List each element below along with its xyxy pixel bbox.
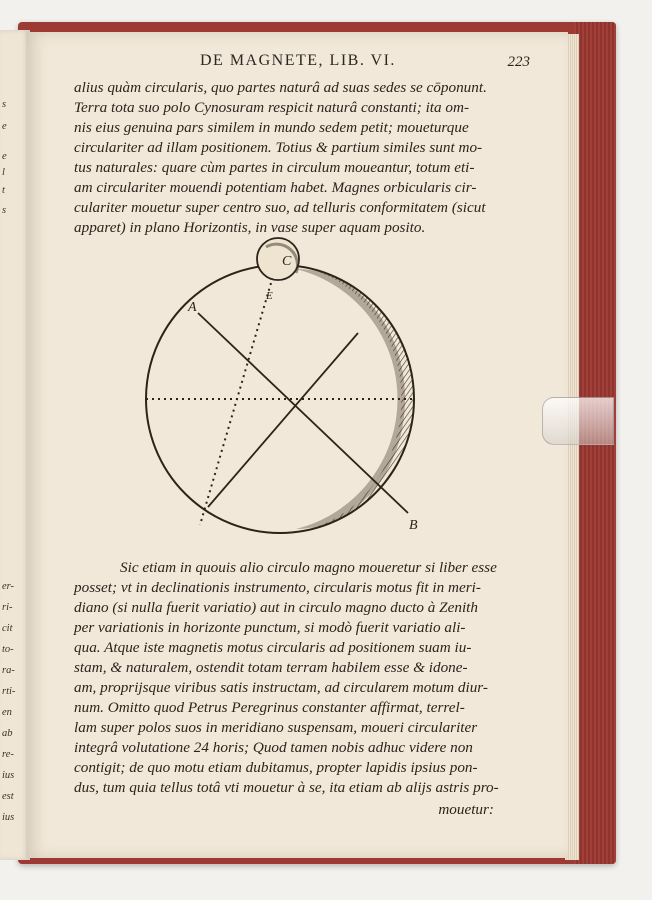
page-clip: [542, 397, 614, 445]
left-page-fragment: re-: [2, 749, 14, 760]
figure-label-c: C: [282, 254, 292, 269]
left-page-fragment: to-: [2, 644, 14, 655]
left-page-fragment: e: [2, 121, 7, 132]
text-line: integrâ volutatione 24 horis; Quod tamen nobis adhuc videre non: [74, 739, 473, 756]
left-page-fragment: ius: [2, 812, 15, 823]
text-line: circulariter ad illam positionem. Totius & partium similes sunt mo-: [74, 139, 483, 156]
text-line: am, proprijsque viribus satis instructam, ad circularem motum diur-: [74, 679, 488, 696]
text-line: culariter mouetur super centro suo, ad telluris conformitatem (sicut: [74, 199, 486, 216]
text-line: per variationis in horizonte punctum, si modò fuerit variatio ali-: [74, 619, 466, 636]
text-line: tus naturales: quare cùm partes in circulum moueantur, totum eti-: [74, 159, 475, 176]
text-line: am circulariter mouendi potentiam habet. Magnes orbicularis cir-: [74, 179, 477, 196]
text-line: num. Omitto quod Petrus Peregrinus constanter affirmat, terrel-: [74, 699, 465, 716]
left-page-fragment: est: [2, 791, 14, 802]
left-page-fragment: ius: [2, 770, 15, 781]
text-line: dus, tum quia tellus totâ vti mouetur à se, ita etiam ab alijs astris pro-: [74, 779, 499, 796]
left-page-fragment: cit: [2, 623, 13, 634]
text-line: contigit; de quo motu etiam dubitamus, propter lapidis ipsius pon-: [74, 759, 478, 776]
text-line: Sic etiam in quouis alio circulo magno moueretur si liber esse: [120, 559, 497, 576]
text-line: stam, & naturalem, ostendit totam terram habilem esse & idone-: [74, 659, 468, 676]
text-line: apparet) in plano Horizontis, in vase super aquam posito.: [74, 219, 426, 236]
left-page-fragment: ra-: [2, 665, 15, 676]
left-page-fragment: ri-: [2, 602, 13, 613]
left-page-fragment: s: [2, 205, 7, 216]
left-page-fragment: en: [2, 707, 12, 718]
running-head: DE MAGNETE, LIB. VI.: [200, 52, 396, 69]
text-line: diano (si nulla fuerit variatio) aut in circulo magno ducto à Zenith: [74, 599, 478, 616]
text-line: nis eius genuina pars similem in mundo sedem petit; moueturque: [74, 119, 469, 136]
figure-label-e: E: [266, 290, 273, 302]
left-page-fragment: ab: [2, 728, 13, 739]
left-page-fragment: t: [2, 185, 5, 196]
page-number: 223: [507, 54, 530, 70]
figure-label-a: A: [188, 300, 197, 315]
right-page: [26, 32, 568, 858]
text-line: posset; vt in declinationis instrumento, circularis motus fit in meri-: [74, 579, 481, 596]
figure-label-b: B: [409, 518, 418, 533]
left-page-fragment: e: [2, 151, 7, 162]
text-line: lam super polos suos in meridiano suspensam, moueri circulariter: [74, 719, 478, 736]
left-page-fragment: rti-: [2, 686, 16, 697]
text-line: Terra tota suo polo Cynosuram respicit naturâ constanti; ita om-: [74, 99, 470, 116]
left-page-fragment: l: [2, 167, 5, 178]
text-line: alius quàm circularis, quo partes naturâ ad suas sedes se cōponunt.: [74, 79, 487, 96]
left-page-fragment: s: [2, 99, 7, 110]
text-line: qua. Atque iste magnetis motus circularis ad positionem suam iu-: [74, 639, 472, 656]
terrella-woodcut-figure: [126, 237, 426, 557]
catchword: mouetur:: [438, 801, 494, 818]
left-page-fragment: er-: [2, 581, 15, 592]
